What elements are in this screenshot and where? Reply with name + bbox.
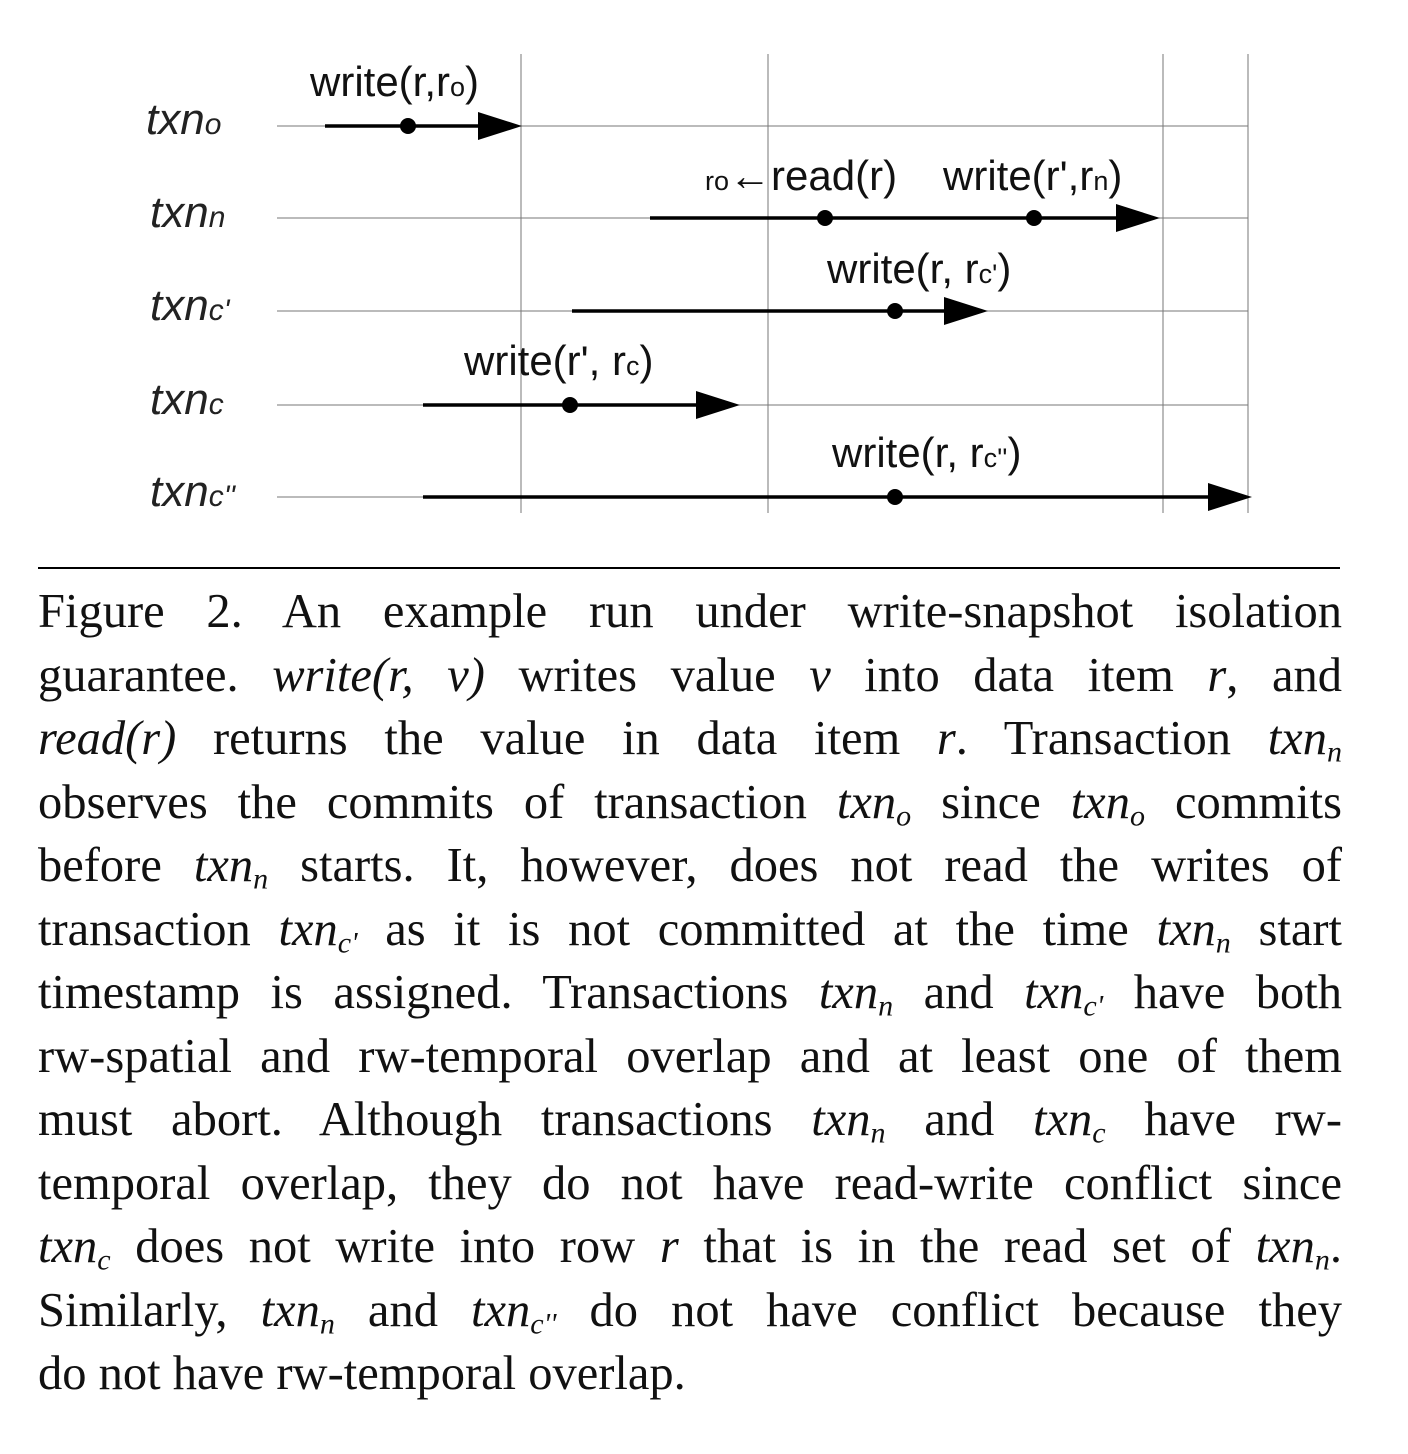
event-label-write-r-rcdoubleprime: write(r, rc'') — [832, 429, 1022, 476]
caption-line: observes the commits of transaction txn$_o$ since txn$_o$ commits — [38, 775, 1342, 833]
event-label-read-r: ro←read(r) — [705, 152, 898, 199]
txn-c-prime-write-event — [887, 303, 903, 319]
caption-line: Figure 2. An example run under write-snapshot isolation — [38, 585, 1342, 638]
row-label-txn-c-prime: txnc' — [150, 281, 230, 330]
txn-c-arrowhead — [696, 391, 740, 419]
txn-c-double-prime-timeline — [423, 483, 1252, 511]
diagram-grid — [277, 54, 1248, 513]
caption-line: Similarly, txn$_n$ and txn$_{c''}$ do not have conflict because they — [38, 1283, 1342, 1341]
figure-label: Figure 2. — [38, 585, 243, 638]
txn-c-prime-arrowhead — [944, 297, 988, 325]
txn-o-write-event — [400, 118, 416, 134]
caption-line: before txn$_n$ starts. It, however, does not read the writes of — [38, 839, 1342, 896]
caption-line: do not have rw-temporal overlap. — [38, 1347, 686, 1400]
txn-n-timeline — [650, 204, 1160, 232]
caption-line: transaction txn$_{c'}$ as it is not committed at the time txn$_n$ start — [38, 902, 1342, 960]
caption-line: guarantee. write(r, v) writes value v into data item r, and — [38, 648, 1343, 702]
caption-line: rw-spatial and rw-temporal overlap and at least one of them — [38, 1029, 1342, 1083]
caption-line: temporal overlap, they do not have read-write conflict since — [38, 1156, 1342, 1210]
txn-n-arrowhead — [1116, 204, 1160, 232]
txn-c-prime-timeline — [572, 297, 988, 325]
txn-c-timeline — [423, 391, 740, 419]
txn-o-arrowhead — [478, 112, 522, 140]
txn-o-timeline — [325, 112, 522, 140]
txn-c-write-event — [562, 397, 578, 413]
write-function: write — [272, 648, 372, 702]
caption-line: timestamp is assigned. Transactions txn$_n$ and txn$_{c'}$ have both — [38, 966, 1342, 1023]
event-label-write-rprime-rc: write(r', rc) — [464, 337, 654, 384]
figure-caption — [38, 580, 1342, 1406]
row-label-txn-c: txnc — [150, 375, 224, 424]
row-label-txn-c-double-prime: txnc'' — [150, 467, 236, 516]
caption-line: txn$_c$ does not write into row r that is in the read set of txn$_n$. — [38, 1220, 1342, 1277]
event-label-write-rprime-rn: write(r',rn) — [943, 152, 1123, 199]
event-label-write-r-rcprime: write(r, rc') — [827, 245, 1012, 292]
txn-c-double-prime-arrowhead — [1208, 483, 1252, 511]
event-label-write-r-ro: write(r,ro) — [310, 58, 480, 105]
row-label-txn-n: txnn — [150, 188, 226, 237]
caption-divider — [38, 567, 1340, 569]
caption-line: must abort. Although transactions txn$_n$ and txn$_c$ have rw- — [38, 1093, 1342, 1150]
txn-n-write-event — [1026, 210, 1042, 226]
read-function: read — [38, 712, 126, 765]
transaction-timeline-diagram — [0, 0, 1408, 560]
caption-line: read(r) returns the value in data item r. Transaction txn$_n$ — [38, 712, 1342, 769]
txn-n-read-event — [817, 210, 833, 226]
row-label-txn-o: txno — [146, 95, 222, 144]
txn-c-double-prime-write-event — [887, 489, 903, 505]
